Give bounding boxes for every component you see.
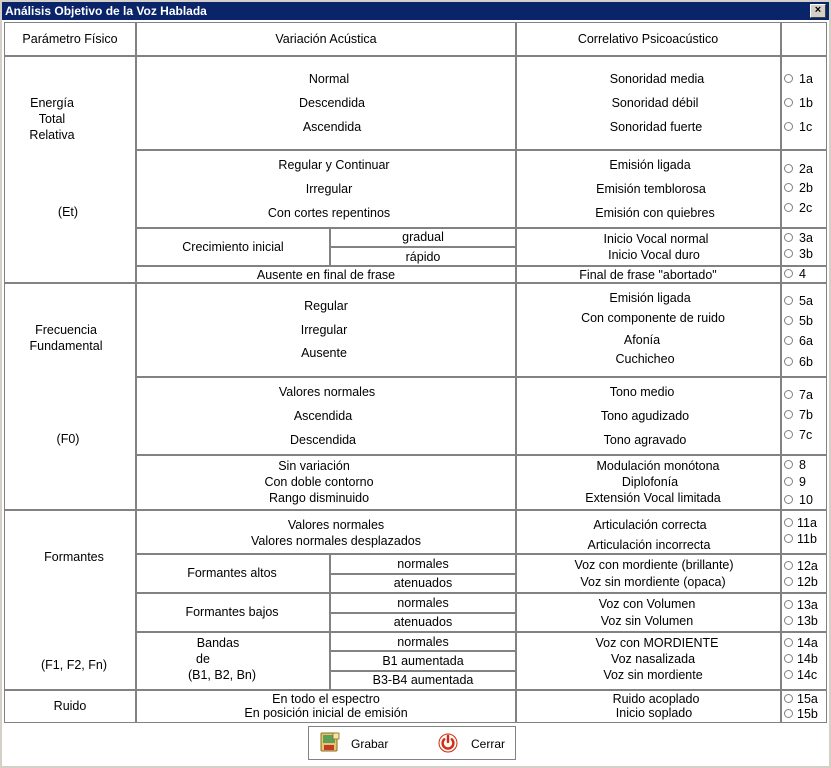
radio-button[interactable] [784,410,793,419]
variation-rapido: rápido [405,250,441,264]
variation-ascendida: Ascendida [302,120,362,134]
correlate-4: Final de frase "abortado" [579,268,717,282]
correlate-2b: Emisión temblorosa [596,182,706,196]
option-label-12b: 12b [797,575,818,589]
analysis-table [2,20,829,766]
correlate-2a: Emisión ligada [609,158,691,172]
variation-espectro: En todo el espectro [272,692,380,706]
radio-button[interactable] [784,561,793,570]
variation-rango: Rango disminuido [268,491,370,505]
correlate-1a: Sonoridad media [609,72,705,86]
correlate-2c: Emisión con quiebres [595,206,715,220]
option-label-10: 10 [799,493,813,507]
option-label-7b: 7b [799,408,813,422]
radio-button[interactable] [784,316,793,325]
correlate-14a: Voz con MORDIENTE [595,636,719,650]
correlate-11b: Articulación incorrecta [587,538,711,552]
option-label-13a: 13a [797,598,818,612]
correlate-15a: Ruido acoplado [612,692,700,706]
close-icon: × [814,4,822,16]
variation-descendida-2: Descendida [289,433,357,447]
variation-ausente-final: Ausente en final de frase [256,268,396,282]
save-label: Grabar [351,737,389,751]
variation-formantes-altos: Formantes altos [187,566,277,580]
option-label-1a: 1a [799,72,813,86]
option-label-5b: 5b [799,314,813,328]
window-title: Análisis Objetivo de la Voz Hablada [5,4,207,18]
variation-irregular: Irregular [305,182,353,196]
variation-ascendida-2: Ascendida [293,409,353,423]
variation-bajos-normales: normales [397,596,449,610]
option-label-2a: 2a [799,162,813,176]
correlate-3a: Inicio Vocal normal [603,232,709,246]
power-icon [437,731,459,753]
correlate-13a: Voz con Volumen [598,597,696,611]
variation-cortes: Con cortes repentinos [267,206,391,220]
option-label-15a: 15a [797,692,818,706]
correlate-3b: Inicio Vocal duro [608,248,700,262]
option-label-11a: 11a [797,516,817,530]
variation-bandas-normales: normales [397,635,449,649]
option-label-14c: 14c [797,668,818,682]
correlate-14c: Voz sin mordiente [603,668,703,682]
radio-button[interactable] [784,122,793,131]
radio-button[interactable] [784,183,793,192]
correlate-12b: Voz sin mordiente (opaca) [580,575,726,589]
radio-button[interactable] [784,709,793,718]
param-et-line-1: Energía [30,96,74,110]
radio-button[interactable] [784,336,793,345]
correlate-15b: Inicio soplado [615,706,693,720]
variation-formantes-bajos: Formantes bajos [185,605,279,619]
variation-posicion-inicial: En posición inicial de emisión [244,706,408,720]
radio-button[interactable] [784,518,793,527]
header-variation: Variación Acústica [275,32,377,46]
param-et-cell [4,56,136,283]
radio-button[interactable] [784,694,793,703]
variation-form-normales: Valores normales [287,518,385,532]
variation-descendida: Descendida [298,96,366,110]
radio-button[interactable] [784,654,793,663]
option-label-1b: 1b [799,96,813,110]
param-et-line-2: Total [38,112,66,126]
correlate-10: Extensión Vocal limitada [585,491,721,505]
action-button-panel [308,726,516,760]
variation-bandas-line-1: Bandas [196,636,240,650]
radio-button[interactable] [784,74,793,83]
param-ruido: Ruido [53,699,87,713]
variation-sin-variacion: Sin variación [278,459,350,473]
correlate-5a: Emisión ligada [609,291,691,305]
radio-button[interactable] [784,477,793,486]
radio-button[interactable] [784,430,793,439]
correlate-1b: Sonoridad débil [611,96,699,110]
option-label-14b: 14b [797,652,818,666]
header-correlate: Correlativo Psicoacústico [577,32,719,46]
radio-button[interactable] [784,269,793,278]
option-label-2b: 2b [799,181,813,195]
close-label: Cerrar [471,737,506,751]
variation-form-desplazados: Valores normales desplazados [250,534,422,548]
option-label-8: 8 [799,458,806,472]
variation-ausente: Ausente [301,346,347,360]
header-option-cell [781,22,827,56]
correlate-14b: Voz nasalizada [610,652,696,666]
correlate-7a: Tono medio [609,385,675,399]
variation-irregular-2: Irregular [300,323,348,337]
option-label-13b: 13b [797,614,818,628]
correlate-11a: Articulación correcta [593,518,707,532]
variation-altos-normales: normales [397,557,449,571]
param-f0-line-1: Frecuencia [35,323,97,337]
variation-regular: Regular [304,299,348,313]
radio-button[interactable] [784,203,793,212]
correlate-6a: Afonía [623,333,661,347]
option-label-3b: 3b [799,247,813,261]
close-button[interactable] [433,731,513,757]
option-label-9: 9 [799,475,806,489]
option-label-7c: 7c [799,428,813,442]
option-label-4: 4 [799,267,806,281]
radio-button[interactable] [784,495,793,504]
variation-crecimiento: Crecimiento inicial [182,240,284,254]
radio-button[interactable] [784,164,793,173]
correlate-7c: Tono agravado [603,433,687,447]
option-label-11b: 11b [797,532,817,546]
option-label-2c: 2c [799,201,813,215]
variation-gradual: gradual [402,230,444,244]
correlate-12a: Voz con mordiente (brillante) [574,558,734,572]
variation-bandas-line-3: (B1, B2, Bn) [187,668,257,682]
param-f0-symbol: (F0) [56,432,80,446]
variation-bajos-atenuados: atenuados [393,615,453,629]
radio-button[interactable] [784,577,793,586]
correlate-7b: Tono agudizado [600,409,690,423]
radio-button[interactable] [784,638,793,647]
variation-doble-contorno: Con doble contorno [264,475,374,489]
save-button[interactable] [317,731,407,757]
radio-button[interactable] [784,249,793,258]
correlate-9: Diplofonía [621,475,679,489]
radio-button[interactable] [784,296,793,305]
param-f0-line-2: Fundamental [29,339,103,353]
radio-button[interactable] [784,98,793,107]
variation-regular-continuar: Regular y Continuar [278,158,390,172]
variation-normal: Normal [308,72,350,86]
save-icon [319,731,341,753]
option-label-6b: 6b [799,355,813,369]
radio-button[interactable] [784,233,793,242]
variation-b1-aumentada: B1 aumentada [382,654,464,668]
option-label-12a: 12a [797,559,818,573]
radio-button[interactable] [784,600,793,609]
option-label-14a: 14a [797,636,818,650]
radio-button[interactable] [784,460,793,469]
option-label-6a: 6a [799,334,813,348]
radio-button[interactable] [784,534,793,543]
correlate-5b: Con componente de ruido [581,311,725,325]
correlate-1c: Sonoridad fuerte [609,120,703,134]
param-formantes-symbol: (F1, F2, Fn) [41,658,107,672]
option-label-1c: 1c [799,120,813,134]
variation-bandas-line-2: de [196,652,210,666]
correlate-8: Modulación monótona [596,459,720,473]
variation-valores-normales: Valores normales [278,385,376,399]
correlate-13b: Voz sin Volumen [600,614,694,628]
radio-button[interactable] [784,616,793,625]
correlate-6b: Cuchicheo [615,352,675,366]
variation-b3b4-aumentada: B3-B4 aumentada [372,673,474,687]
title-bar [2,2,829,20]
param-et-symbol: (Et) [57,205,79,219]
radio-button[interactable] [784,390,793,399]
header-param: Parámetro Físico [22,32,118,46]
param-et-line-3: Relativa [29,128,75,142]
param-formantes: Formantes [44,550,104,564]
radio-button[interactable] [784,670,793,679]
param-f0-cell [4,283,136,510]
option-label-3a: 3a [799,231,813,245]
option-label-7a: 7a [799,388,813,402]
option-label-15b: 15b [797,707,818,721]
variation-altos-atenuados: atenuados [393,576,453,590]
radio-button[interactable] [784,357,793,366]
option-label-5a: 5a [799,294,813,308]
close-window-button[interactable] [810,4,826,18]
